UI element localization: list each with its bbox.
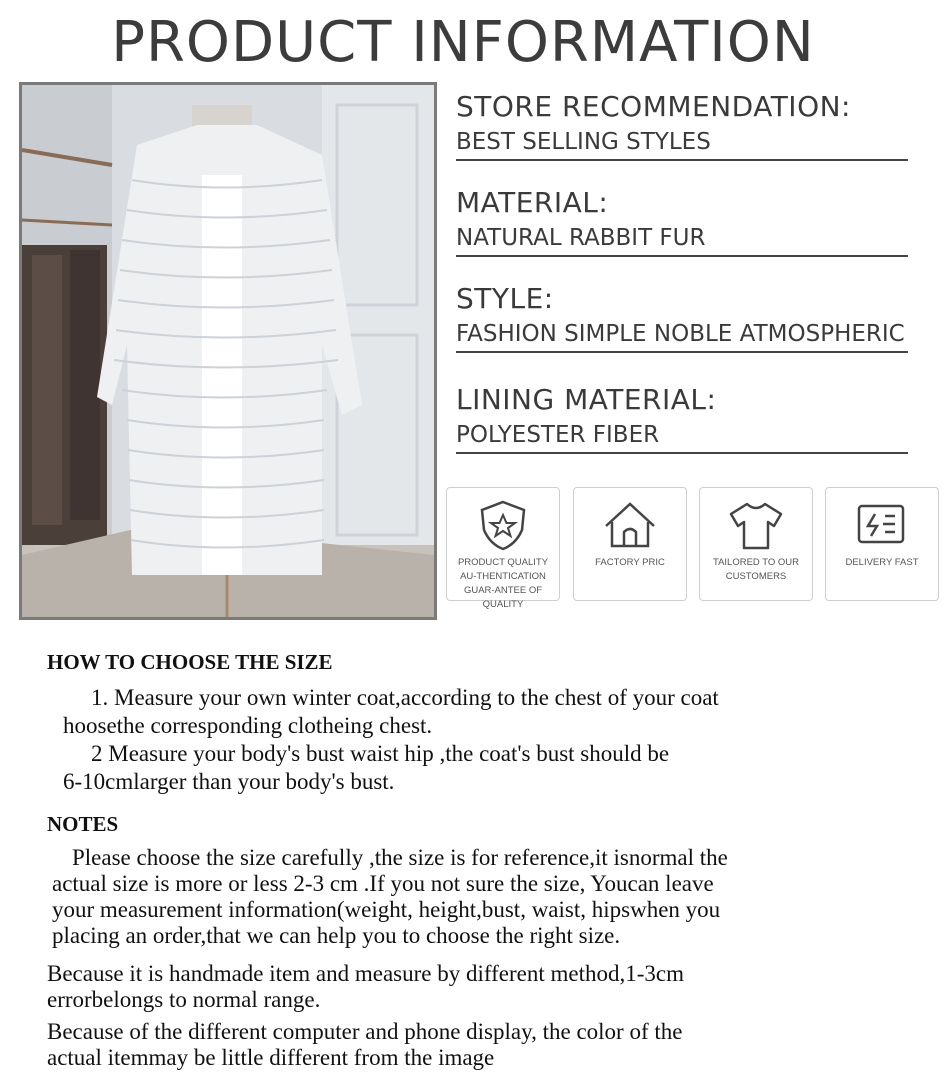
feature-quality <box>446 487 560 610</box>
spec-value: FASHION SIMPLE NOBLE ATMOSPHERIC <box>456 321 908 353</box>
house-icon <box>601 498 659 552</box>
fur-coat-image <box>22 85 434 617</box>
tshirt-icon <box>727 498 785 552</box>
spec-label: STORE RECOMMENDATION: <box>456 90 851 123</box>
notes-line: placing an order,that we can help you to choose the right size. <box>52 923 621 948</box>
notes-line: errorbelongs to normal range. <box>47 987 321 1012</box>
notes-line: your measurement information(weight, height,bust, waist, hipswhen you <box>52 897 721 922</box>
notes-heading: NOTES <box>47 812 119 836</box>
feature-label: PRODUCT QUALITY AU-THENTICATION GUAR-ANTEE OF QUALITY <box>457 557 549 610</box>
spec-value: POLYESTER FIBER <box>456 422 908 454</box>
spec-material <box>456 186 908 257</box>
spec-store-recommendation <box>456 90 908 161</box>
notes-line: Please choose the size carefully ,the size is for reference,it isnormal the <box>72 845 728 870</box>
product-photo <box>19 82 437 620</box>
spec-style <box>456 282 908 353</box>
fast-delivery-icon <box>853 498 911 552</box>
page-title: PRODUCT INFORMATION <box>111 10 815 75</box>
notes-line: Because of the different computer and phone display, the color of the <box>47 1019 683 1044</box>
feature-label: DELIVERY FAST <box>845 557 919 568</box>
size-guide-line: 2 Measure your body's bust waist hip ,the coat's bust should be <box>91 741 670 766</box>
feature-factory-price <box>573 487 687 601</box>
notes-line: actual itemmay be little different from the image <box>47 1045 495 1070</box>
notes-line: actual size is more or less 2-3 cm .If you not sure the size, Youcan leave <box>52 871 714 896</box>
size-guide-line: hoosethe corresponding clotheing chest. <box>63 713 433 738</box>
spec-value: BEST SELLING STYLES <box>456 129 908 161</box>
feature-delivery <box>825 487 939 601</box>
shield-star-icon <box>476 498 530 552</box>
notes-line: Because it is handmade item and measure by different method,1-3cm <box>47 961 684 986</box>
feature-label: FACTORY PRIC <box>595 557 665 568</box>
feature-tailored <box>699 487 813 601</box>
spec-label: MATERIAL: <box>456 186 609 219</box>
spec-lining-material <box>456 383 908 454</box>
spec-label: LINING MATERIAL: <box>456 383 717 416</box>
spec-value: NATURAL RABBIT FUR <box>456 225 908 257</box>
size-guide-line: 1. Measure your own winter coat,according to the chest of your coat <box>91 685 719 710</box>
spec-label: STYLE: <box>456 282 554 315</box>
feature-label: TAILORED TO OUR CUSTOMERS <box>712 557 800 582</box>
size-guide-line: 6-10cmlarger than your body's bust. <box>63 769 395 794</box>
size-guide-heading: HOW TO CHOOSE THE SIZE <box>47 650 333 674</box>
